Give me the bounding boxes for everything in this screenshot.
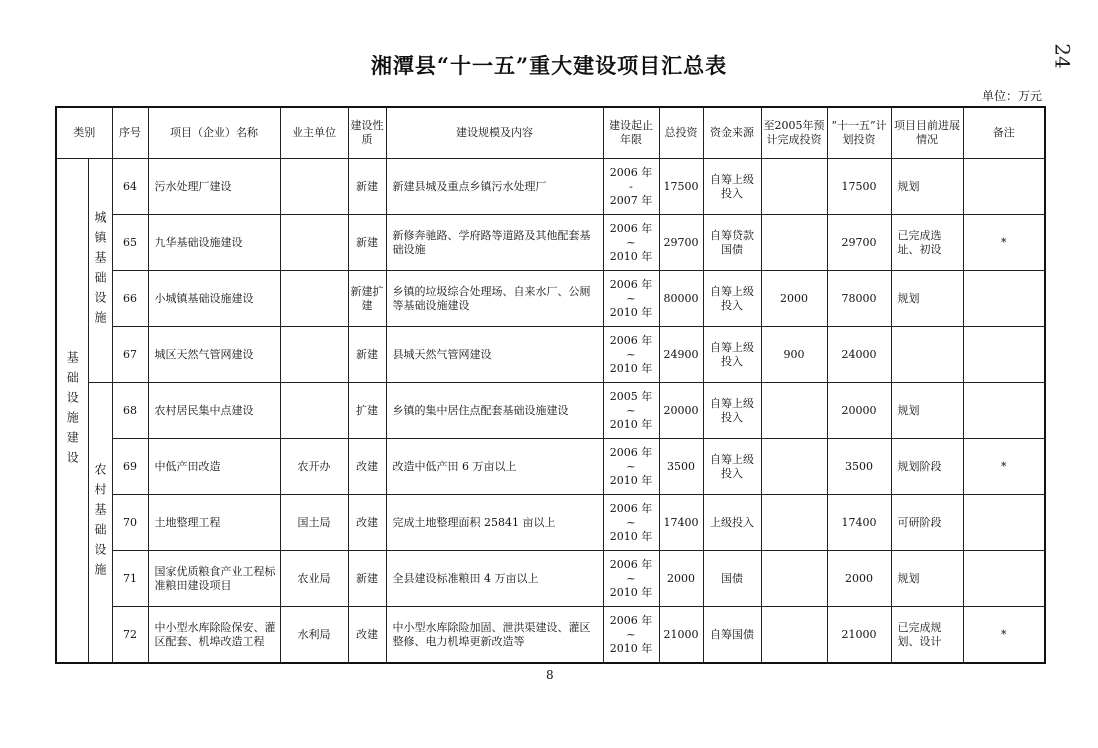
row-name: 九华基础设施建设 bbox=[148, 215, 280, 271]
row-total: 2000 bbox=[659, 551, 703, 607]
row-remark bbox=[963, 383, 1045, 439]
table-row bbox=[56, 607, 1045, 664]
row-period bbox=[603, 159, 659, 215]
row-nature: 新建 bbox=[348, 551, 386, 607]
page-number: 8 bbox=[546, 668, 554, 682]
row-nature: 新建扩建 bbox=[348, 271, 386, 327]
table-row bbox=[56, 383, 1045, 439]
row-plan: 17400 bbox=[827, 495, 891, 551]
row-seq: 67 bbox=[112, 327, 148, 383]
row-period-sep: - bbox=[629, 179, 633, 193]
row-scope: 全县建设标准粮田 4 万亩以上 bbox=[386, 551, 603, 607]
table-row bbox=[56, 159, 1045, 215]
row-funding: 自筹上级投入 bbox=[703, 159, 761, 215]
row-plan: 24000 bbox=[827, 327, 891, 383]
row-period-end: 2010 年 bbox=[609, 585, 653, 599]
row-plan: 21000 bbox=[827, 607, 891, 664]
row-done-2005 bbox=[761, 439, 827, 495]
header-period: 建设起止年限 bbox=[603, 107, 659, 159]
row-period-start: 2006 年 bbox=[609, 501, 653, 515]
row-scope: 完成土地整理面积 25841 亩以上 bbox=[386, 495, 603, 551]
row-period-start: 2006 年 bbox=[609, 277, 653, 291]
handwritten-page-mark: 24 bbox=[1050, 43, 1075, 69]
row-status: 规划 bbox=[891, 271, 963, 327]
row-done-2005 bbox=[761, 551, 827, 607]
row-total: 17500 bbox=[659, 159, 703, 215]
row-status bbox=[891, 327, 963, 383]
row-remark bbox=[963, 159, 1045, 215]
row-status: 已完成规划、设计 bbox=[891, 607, 963, 664]
row-owner bbox=[280, 383, 348, 439]
row-period bbox=[603, 327, 659, 383]
row-period-end: 2010 年 bbox=[609, 529, 653, 543]
header-name: 项目（企业）名称 bbox=[148, 107, 280, 159]
row-period bbox=[603, 495, 659, 551]
row-funding: 国债 bbox=[703, 551, 761, 607]
page-title: 湘潭县“十一五”重大建设项目汇总表 bbox=[370, 53, 728, 78]
row-remark: * bbox=[963, 215, 1045, 271]
row-name: 国家优质粮食产业工程标准粮田建设项目 bbox=[148, 551, 280, 607]
row-remark: * bbox=[963, 439, 1045, 495]
row-nature: 新建 bbox=[348, 159, 386, 215]
row-funding: 自筹上级投入 bbox=[703, 439, 761, 495]
row-period-sep: ~ bbox=[626, 459, 636, 473]
row-owner: 国土局 bbox=[280, 495, 348, 551]
row-name: 中低产田改造 bbox=[148, 439, 280, 495]
row-owner: 农业局 bbox=[280, 551, 348, 607]
row-status: 规划 bbox=[891, 383, 963, 439]
row-remark bbox=[963, 551, 1045, 607]
row-owner bbox=[280, 215, 348, 271]
row-done-2005 bbox=[761, 215, 827, 271]
row-nature: 新建 bbox=[348, 327, 386, 383]
row-period-sep: ~ bbox=[626, 403, 636, 417]
row-period-sep: ~ bbox=[626, 571, 636, 585]
table-row bbox=[56, 439, 1045, 495]
row-total: 29700 bbox=[659, 215, 703, 271]
row-remark bbox=[963, 495, 1045, 551]
row-status: 规划 bbox=[891, 159, 963, 215]
row-period bbox=[603, 607, 659, 664]
row-nature: 改建 bbox=[348, 607, 386, 664]
table-row bbox=[56, 327, 1045, 383]
header-plan: “十一五”计划投资 bbox=[827, 107, 891, 159]
row-scope: 乡镇的垃圾综合处理场、自来水厂、公厕等基础设施建设 bbox=[386, 271, 603, 327]
sub-category-rural-cell bbox=[88, 383, 112, 664]
row-funding: 自筹贷款国债 bbox=[703, 215, 761, 271]
row-period-sep: ~ bbox=[626, 627, 636, 641]
row-period bbox=[603, 551, 659, 607]
row-remark bbox=[963, 271, 1045, 327]
row-status: 规划阶段 bbox=[891, 439, 963, 495]
row-period-start: 2006 年 bbox=[609, 221, 653, 235]
table-row bbox=[56, 215, 1045, 271]
row-name: 城区天然气管网建设 bbox=[148, 327, 280, 383]
row-period bbox=[603, 215, 659, 271]
table-header-row bbox=[56, 107, 1045, 159]
row-seq: 71 bbox=[112, 551, 148, 607]
row-status: 已完成选址、初设 bbox=[891, 215, 963, 271]
row-funding: 自筹上级投入 bbox=[703, 383, 761, 439]
row-funding: 自筹上级投入 bbox=[703, 271, 761, 327]
row-plan: 20000 bbox=[827, 383, 891, 439]
row-period bbox=[603, 439, 659, 495]
row-nature: 改建 bbox=[348, 439, 386, 495]
row-seq: 72 bbox=[112, 607, 148, 664]
table-row bbox=[56, 495, 1045, 551]
header-owner: 业主单位 bbox=[280, 107, 348, 159]
row-period-end: 2010 年 bbox=[609, 361, 653, 375]
header-status: 项目目前进展情况 bbox=[891, 107, 963, 159]
row-total: 24900 bbox=[659, 327, 703, 383]
row-period-end: 2010 年 bbox=[609, 249, 653, 263]
category-main-cell bbox=[56, 159, 88, 664]
row-plan: 3500 bbox=[827, 439, 891, 495]
row-status: 规划 bbox=[891, 551, 963, 607]
row-period-end: 2007 年 bbox=[609, 193, 653, 207]
header-scope: 建设规模及内容 bbox=[386, 107, 603, 159]
row-owner: 农开办 bbox=[280, 439, 348, 495]
header-total: 总投资 bbox=[659, 107, 703, 159]
row-nature: 扩建 bbox=[348, 383, 386, 439]
sub-category-rural-label: 农村基础设施 bbox=[93, 462, 107, 583]
row-period-start: 2006 年 bbox=[609, 557, 653, 571]
sub-category-urban-label: 城镇基础设施 bbox=[93, 210, 107, 331]
row-total: 3500 bbox=[659, 439, 703, 495]
row-done-2005 bbox=[761, 383, 827, 439]
row-owner bbox=[280, 159, 348, 215]
row-plan: 29700 bbox=[827, 215, 891, 271]
row-period-end: 2010 年 bbox=[609, 305, 653, 319]
row-status: 可研阶段 bbox=[891, 495, 963, 551]
row-period bbox=[603, 271, 659, 327]
row-funding: 自筹上级投入 bbox=[703, 327, 761, 383]
table-row bbox=[56, 271, 1045, 327]
row-period-sep: ~ bbox=[626, 235, 636, 249]
row-remark bbox=[963, 327, 1045, 383]
row-funding: 自筹国债 bbox=[703, 607, 761, 664]
row-done-2005 bbox=[761, 159, 827, 215]
row-period-end: 2010 年 bbox=[609, 417, 653, 431]
row-total: 80000 bbox=[659, 271, 703, 327]
row-total: 21000 bbox=[659, 607, 703, 664]
row-scope: 改造中低产田 6 万亩以上 bbox=[386, 439, 603, 495]
row-plan: 17500 bbox=[827, 159, 891, 215]
row-name: 污水处理厂建设 bbox=[148, 159, 280, 215]
row-remark: * bbox=[963, 607, 1045, 664]
row-seq: 69 bbox=[112, 439, 148, 495]
row-seq: 64 bbox=[112, 159, 148, 215]
header-category: 类别 bbox=[56, 107, 112, 159]
row-scope: 乡镇的集中居住点配套基础设施建设 bbox=[386, 383, 603, 439]
row-done-2005: 2000 bbox=[761, 271, 827, 327]
project-summary-table bbox=[55, 106, 1046, 664]
row-scope: 中小型水库除险加固、泄洪渠建设、灌区整修、电力机埠更新改造等 bbox=[386, 607, 603, 664]
row-seq: 65 bbox=[112, 215, 148, 271]
row-seq: 70 bbox=[112, 495, 148, 551]
row-funding: 上级投入 bbox=[703, 495, 761, 551]
row-owner bbox=[280, 327, 348, 383]
row-period-start: 2006 年 bbox=[609, 445, 653, 459]
row-period-end: 2010 年 bbox=[609, 641, 653, 655]
row-scope: 新建县城及重点乡镇污水处理厂 bbox=[386, 159, 603, 215]
row-nature: 新建 bbox=[348, 215, 386, 271]
header-seq: 序号 bbox=[112, 107, 148, 159]
row-period-start: 2005 年 bbox=[609, 389, 653, 403]
row-total: 17400 bbox=[659, 495, 703, 551]
row-owner bbox=[280, 271, 348, 327]
header-done-2005: 至2005年预计完成投资 bbox=[761, 107, 827, 159]
row-period-start: 2006 年 bbox=[609, 333, 653, 347]
row-name: 小城镇基础设施建设 bbox=[148, 271, 280, 327]
row-scope: 新修奔驰路、学府路等道路及其他配套基础设施 bbox=[386, 215, 603, 271]
row-seq: 66 bbox=[112, 271, 148, 327]
row-done-2005 bbox=[761, 495, 827, 551]
row-period-end: 2010 年 bbox=[609, 473, 653, 487]
table-row bbox=[56, 551, 1045, 607]
row-plan: 2000 bbox=[827, 551, 891, 607]
row-name: 农村居民集中点建设 bbox=[148, 383, 280, 439]
row-period-start: 2006 年 bbox=[609, 165, 653, 179]
row-done-2005: 900 bbox=[761, 327, 827, 383]
row-period-sep: ~ bbox=[626, 515, 636, 529]
row-owner: 水利局 bbox=[280, 607, 348, 664]
row-done-2005 bbox=[761, 607, 827, 664]
row-scope: 县城天然气管网建设 bbox=[386, 327, 603, 383]
header-funding: 资金来源 bbox=[703, 107, 761, 159]
row-plan: 78000 bbox=[827, 271, 891, 327]
header-remark: 备注 bbox=[963, 107, 1045, 159]
unit-label: 单位：万元 bbox=[981, 89, 1042, 103]
row-period-start: 2006 年 bbox=[609, 613, 653, 627]
row-total: 20000 bbox=[659, 383, 703, 439]
row-seq: 68 bbox=[112, 383, 148, 439]
row-period-sep: ~ bbox=[626, 291, 636, 305]
sub-category-urban-cell bbox=[88, 159, 112, 383]
row-nature: 改建 bbox=[348, 495, 386, 551]
header-nature: 建设性质 bbox=[348, 107, 386, 159]
category-main-label: 基础设施建设 bbox=[65, 350, 80, 471]
row-name: 中小型水库除险保安、灌区配套、机埠改造工程 bbox=[148, 607, 280, 664]
row-period bbox=[603, 383, 659, 439]
row-period-sep: ~ bbox=[626, 347, 636, 361]
row-name: 土地整理工程 bbox=[148, 495, 280, 551]
